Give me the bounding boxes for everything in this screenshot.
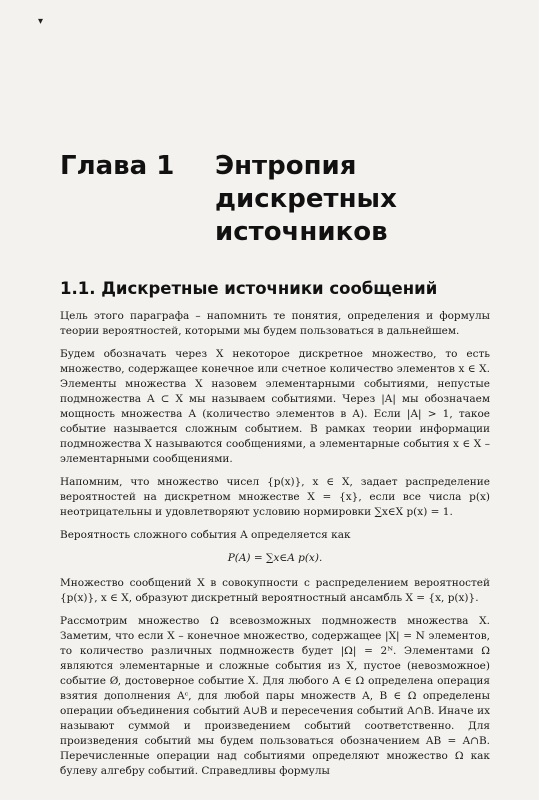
formula-probability: P(A) = ∑x∈A p(x). [227,552,323,564]
paragraph-boolean-algebra: Рассмотрим множество Ω всевозможных подмножеств множества X. Заметим, что если X – конечное множество, содержащее |X| = N элементов, то количество различных подмножеств будет |Ω| = 2ᴺ. Элементами Ω являются элементарные и сложные события из X, пустое (невозможное) событие Ø, достоверное событие X. Для любого A ∈ Ω определена операция взятия дополнения Aᶜ, для любой пары множеств A, B ∈ Ω определены операции объединения событий A∪B и пересечения событий A∩B. Иначе их называют суммой и произведением событий соответственно. Для произведения событий мы будем пользоваться обозначением AB = A∩B. Перечисленные операции над событиями определяют множество Ω как булеву алгебру событий. Справедливы формулы [60,615,490,777]
paragraph-discrete-set: Будем обозначать через X некоторое дискретное множество, то есть множество, содержащее конечное или счетное количество элементов x ∈ X. Элементы множества X назовем элементарными событиями, непустые подмножества A ⊂ X мы называем событиями. Через |A| мы обозначаем мощность множества A (количество элементов в A). Если |A| > 1, такое событие называется сложным событием. В рамках теории информации подмножества X называются сообщениями, а элементарные события x ∈ X – элементарными сообщениями. [60,348,490,465]
paragraph-intro: Цель этого параграфа – напомнить те понятия, определения и формулы теории вероятностей, которыми мы будем пользоваться в дальнейшем. [60,310,490,337]
paragraph-complex-event: Вероятность сложного события A определяется как [60,529,351,541]
chapter-label: Глава 1 [60,151,175,181]
corner-mark: ▾ [38,16,44,27]
body-text [60,309,490,787]
section-title: 1.1. Дискретные источники сообщений [60,279,438,298]
paragraph-ensemble: Множество сообщений X в совокупности с распределением вероятностей {p(x)}, x ∈ X, образуют дискретный вероятностный ансамбль X = {x, p(x)}. [60,577,490,604]
paragraph-distribution: Напомним, что множество чисел {p(x)}, x ∈ X, задает распределение вероятностей на дискретном множестве X = {x}, если все числа p(x) неотрицательны и удовлетворяют условию нормировки ∑x∈X p(x) = 1. [60,476,490,518]
chapter-title: Энтропия дискретных источников [215,151,397,247]
